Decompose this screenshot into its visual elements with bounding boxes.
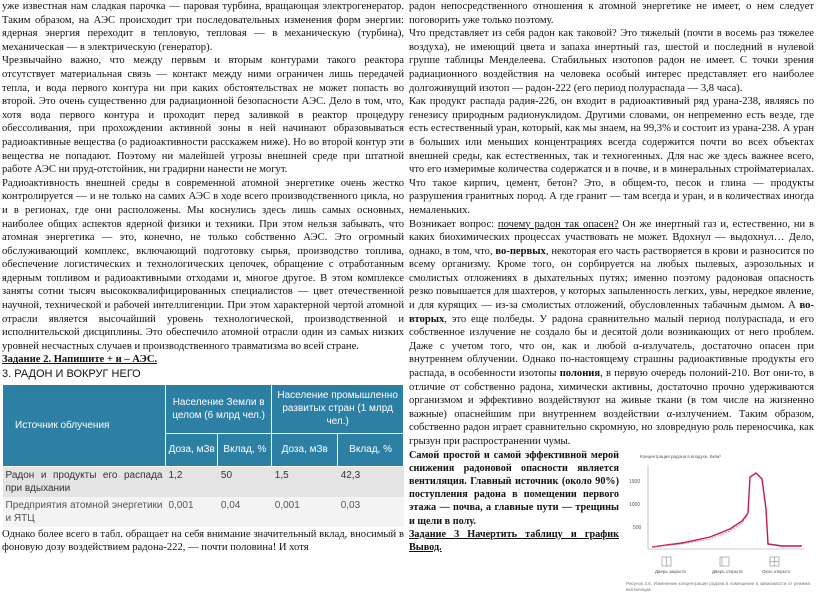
text-run-bold: полония	[559, 368, 601, 380]
task-2: Задание 2. Напишите + и – АЭС.	[2, 354, 158, 366]
table-cell: 50	[218, 466, 272, 497]
radiation-sources-table	[2, 384, 404, 527]
table-header-source: Источник облучения	[3, 384, 166, 466]
figure-label: Дверь закрыта	[655, 568, 686, 574]
text-run-bold: во-первых	[495, 245, 546, 257]
text-run: , в первую очередь полоний-210. Вот они-то, в отличие от собственно радона, химически активны, достаточно прочно удерживаются организмом и эффективно воздействуют на живые ткани (в том числе на жизненно важные) опаснейшим при внутреннем воздействии α-излучением. Таким образом, собственно радон играет сравнительно скромную, но зловредную роль переносчика, как грызун при распространении чумы.	[409, 368, 815, 447]
chart-ylabel: Концентрация радона в воздухе, Бк/м³	[640, 453, 721, 459]
figure-caption: Рисунок 3.6. Изменение концентрации радона в помещении в зависимости от режима вентиляции	[626, 580, 810, 592]
paragraph: радон непосредственного отношения к атомной энергетике не имеет, о нем следует поговорить уже только поэтому.	[409, 1, 814, 26]
table-row	[3, 497, 404, 527]
text-run-bold: Самой простой и самой эффективной мерой снижения радоновой опасности является вентиляция. Главный источник (около 90%) поступления радона в помещении первого этажа — почва, а главные пути — трещины и щели в полу.	[409, 449, 619, 527]
table-cell-source: Радон и продукты его распада при вдыхании	[3, 466, 166, 497]
y-tick: 1000	[629, 501, 641, 508]
radon-figure	[622, 449, 812, 599]
radon-chart	[622, 449, 812, 599]
left-column	[2, 0, 404, 555]
table-header-industrial: Население промышленно развитых стран (1 млрд чел.)	[272, 384, 404, 433]
text-run-bold: во-вторых	[409, 300, 814, 325]
paragraph: Что представляет из себя радон как таковой? Это тяжелый (почти в восемь раз тяжелее воздуха), не имеющий цвета и запаха инертный газ, шестой и последний в нулевой группе таблицы Менделеева. Стабильных изотопов радон не имеет. С точки зрения радиационного воздействия на человека особый интерес представляет его наиболее долгоживущий изотоп — радон-222 (его период полураспада — 3,8 часа).	[409, 28, 814, 94]
y-tick: 1500	[629, 478, 641, 485]
right-column	[409, 0, 814, 599]
figure-side-text	[409, 449, 619, 555]
table-subheader-contrib: Вклад, %	[338, 433, 404, 466]
paragraph: Однако более всего в табл. обращает на себя внимание значительный вклад, вносимый в фоновую дозу воздействием радона-222, — почти половина! И хотя	[2, 528, 404, 554]
paragraph: Радиоактивность внешней среды в современной атомной энергетике очень жестко контролируется — и не только на самих АЭС в ходе всего производственного цикла, но и в регионах, где они расположены. Мы коснулись здесь лишь самых основных, наиболее общих аспектов ядерной физики и техники. При этом нельзя забывать, что атомная энергетика — это, конечно, не только собственно АЭС. Это огромный обслуживающий комплекс, включающий подготовку сырья, производство топлива, обеспечение логистических и технологических цепочек, обращение с отработанным ядерным топливом и радиоактивными отходами и, многое другое. В этом комплексе заняты сотни тысяч высококвалифицированных специалистов — цвет отечественной научной, технической и рабочей интеллигенции. При этом характерной чертой атомной отрасли является высочайший уровень технологической, производственной и исполнительской дисциплины. Это обеспечило атомной отрасли один из самых низких уровней несчастных случаев и производственного травматизма во всей стране.	[2, 177, 404, 352]
paragraph-question	[409, 218, 814, 449]
y-tick: 500	[633, 524, 642, 531]
text-run: , некоторая его часть растворяется в крови и разносится по всему организму. Кроме того, он сорбируется на любых пылевых, аэрозольных и смолистых отложениях в дыхательных путях; именно поэтому радоновая опасность резко повышается для шахтеров, у которых запыленность легких, увы, нередкое явление, и для курящих — из-за смолистых отложений, обусловленных табачным дымом. А	[409, 245, 814, 312]
table-subheader-dose: Доза, мЗв	[166, 433, 218, 466]
table-header-world: Население Земли в целом (6 млрд чел.)	[166, 384, 272, 433]
text-run: Он же инертный газ и, естественно, ни в каких биохимических процессах участвовать не может. Вдохнул — выдохнул… Дело, однако, в том, что,	[409, 218, 814, 257]
figure-block	[409, 449, 814, 599]
paragraph: Как продукт распада радия-226, он входит в радиоактивный ряд урана-238, являясь по генезису природным радионуклидом. Другими словами, он непременно есть везде, где есть естественный уран, который, как мы знаем, на 99,3% и состоит из урана-238. А уран в больших или меньших концентрациях всегда содержится почти во всех объектах внешней среды, как естественных, так и техногенных. Для нас же здесь важнее всего, что его измеримые количества содержатся и в почве, и в минеральных стройматериалах. Что такое кирпич, цемент, бетон? Это, в общем-то, песок и глина — продукты разрушения гранитных пород. А где гранит — там всегда и уран, и в количествах иногда немаленьких.	[409, 96, 814, 216]
text-run: Возникает вопрос:	[409, 218, 498, 230]
table-cell: 1,5	[272, 466, 338, 497]
table-cell-source: Предприятия атомной энергетики и ЯТЦ	[3, 497, 166, 527]
task-3: Задание 3 Начертить таблицу и график Вывод.	[409, 528, 619, 554]
table-cell: 0,001	[272, 497, 338, 527]
table-cell: 42,3	[338, 466, 404, 497]
table-cell: 0,03	[338, 497, 404, 527]
figure-label: Дверь открыта	[712, 568, 743, 574]
table-cell: 1,2	[166, 466, 218, 497]
paragraph: Чрезвычайно важно, что между первым и вторым контурами такого реактора отсутствует материальная связь — контакт между ними ограничен лишь передачей тепла, и вода первого контура ни при каких обстоятельствах не может попасть во второй. Это очень существенно для радиационной безопасности АЭС. Дело в том, что, хотя вода первого контура и проходит перед заливкой в реактор процедуру обессоливания, при прохождении активной зоны в ней начинают образовываться радиоактивные вещества (о радиоактивности расскажем ниже). Но во второй контур эти вещества не попадают. Поэтому ни малейшей угрозы внешней среде при штатной работе АЭС ни пруд-отстойник, ни градирни нанести не могут.	[2, 55, 404, 176]
table-subheader-dose: Доза, мЗв	[272, 433, 338, 466]
table-row	[3, 466, 404, 497]
table-cell: 0,04	[218, 497, 272, 527]
paragraph: уже известная нам сладкая парочка — паровая турбина, вращающая электрогенератор. Таким образом, на АЭС происходит три последовательных изменения форм энергии: ядерная энергия переходит в тепловую, тепловая — в механическую (турбина), механическая — в электрическую (генератор).	[2, 1, 404, 53]
text-run-underlined: почему радон так опасен?	[497, 218, 619, 230]
door-open-icon	[720, 557, 729, 566]
section-heading: 3. РАДОН И ВОКРУГ НЕГО	[2, 368, 141, 381]
text-run: , это еще полбеды. У радона сравнительно малый период полураспада, и его собственное излучение не создало бы и десятой доли возникающих от него проблем. Даже с учетом того, что он, как и любой α-излучатель, достаточно опасен при внутреннем облучении. Однако по-настоящему страшны радиоактивные продукты его распада, в особенности изотопы	[409, 313, 814, 380]
table-cell: 0,001	[166, 497, 218, 527]
concentration-curve	[652, 473, 802, 547]
figure-label: Окно открыто	[762, 568, 791, 574]
table-subheader-contrib: Вклад, %	[218, 433, 272, 466]
concentration-curve-secondary	[652, 515, 748, 547]
